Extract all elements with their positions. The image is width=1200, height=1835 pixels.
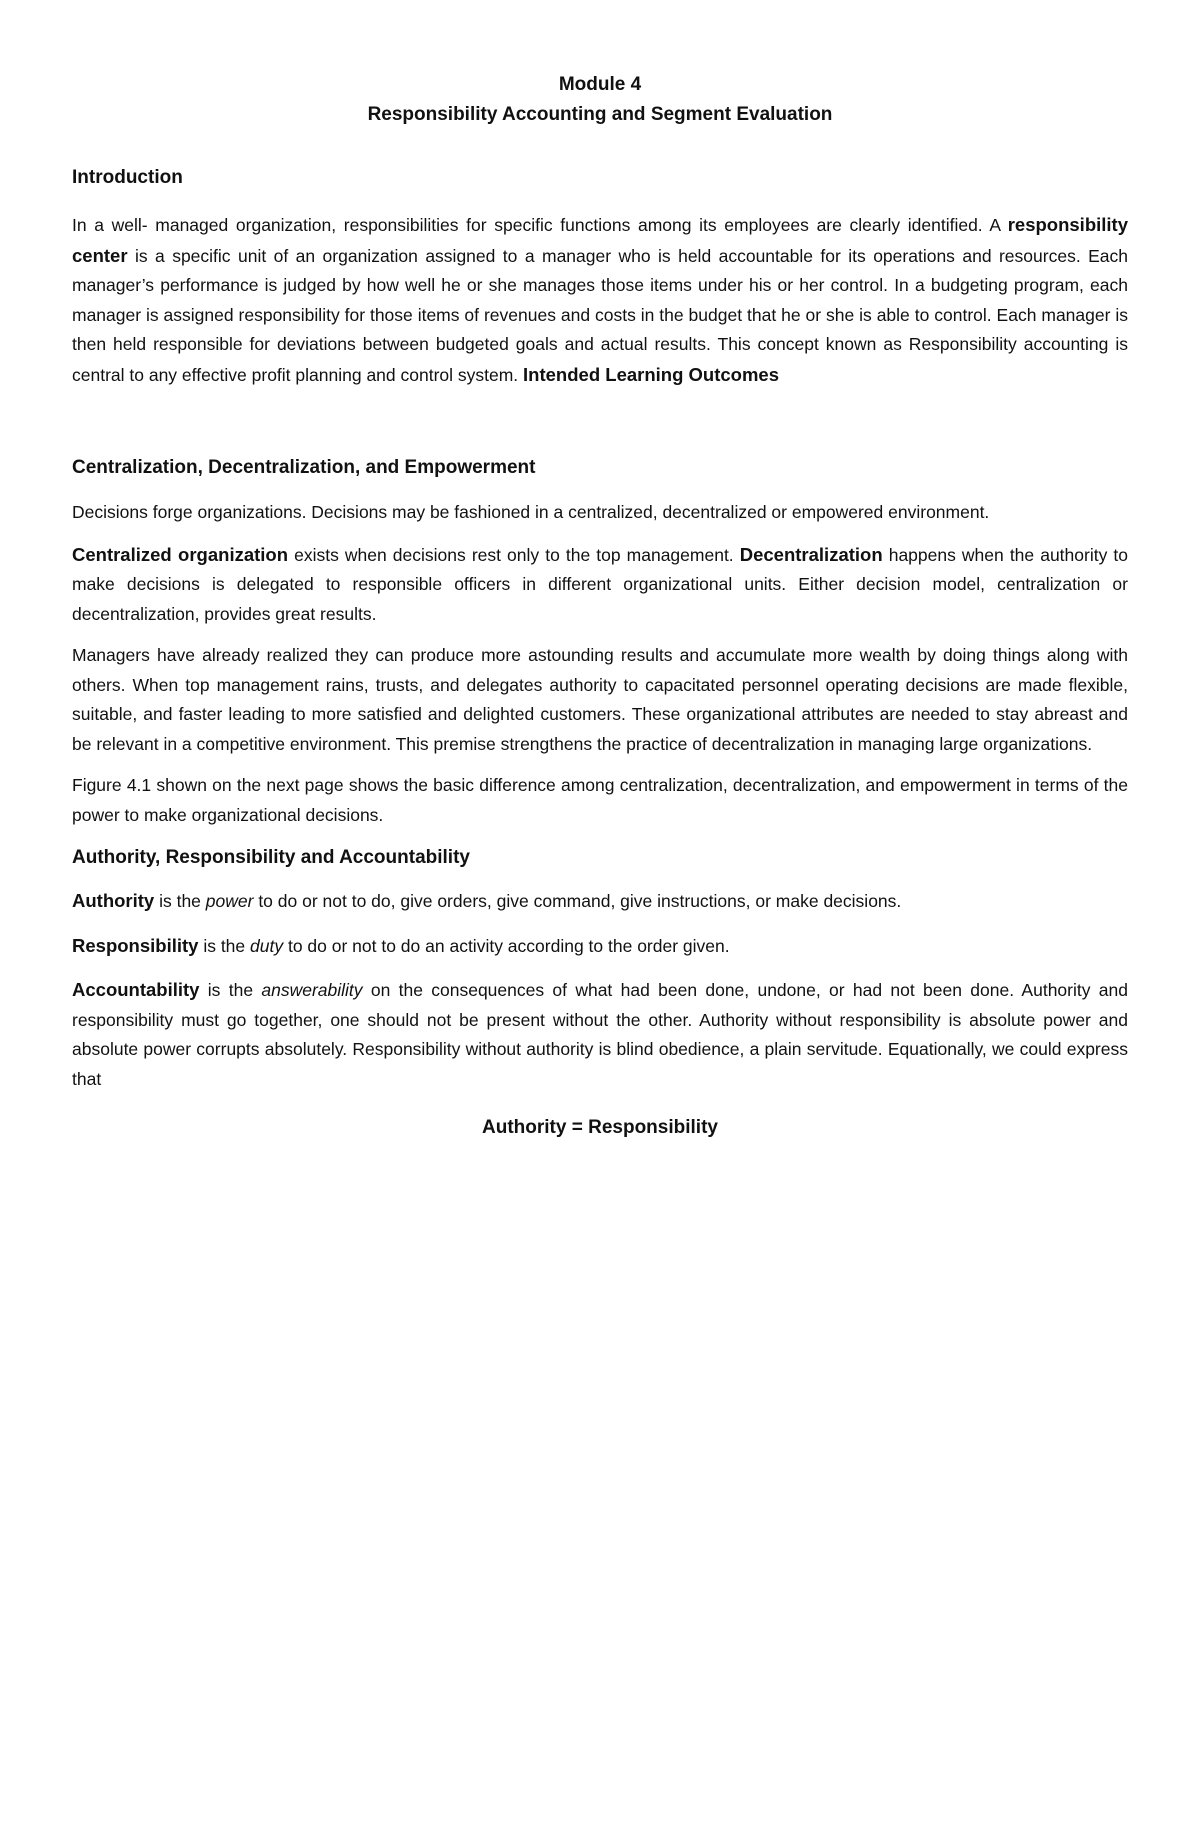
authority-heading: Authority, Responsibility and Accountability [72, 847, 470, 868]
centralized-paragraph: Centralized organization exists when decisions rest only to the top management. Decentralization happens when the authority to make decisions is delegated to responsible officers in different organizational units. Either decision model, centralization or decentralization, provides great results. [72, 543, 1128, 624]
introduction-heading: Introduction [72, 167, 183, 188]
centralization-heading: Centralization, Decentralization, and Empowerment [72, 457, 536, 478]
term-accountability: Accountability [72, 979, 200, 1000]
responsibility-definition: Responsibility is the duty to do or not to do an activity according to the order given. [72, 934, 730, 956]
intended-learning-outcomes-heading: Intended Learning Outcomes [523, 363, 779, 385]
document-header [72, 70, 1128, 130]
term-decentralization: Decentralization [739, 543, 883, 565]
managers-paragraph: Managers have already realized they can produce more astounding results and accumulate more wealth by doing things along with others. When top management rains, trusts, and delegates authority to capacitated personnel operating decisions are made flexible, suitable, and faster leading to more satisfied and delighted customers. These organizational attributes are needed to stay abreast and be relevant in a competitive environment. This premise strengthens the practice of decentralization in managing large organizations. [72, 645, 1128, 754]
authority-definition: Authority is the power to do or not to do, give orders, give command, give instructions, or make decisions. [72, 890, 902, 911]
term-responsibility: Responsibility [72, 934, 199, 956]
module-number: Module 4 [558, 74, 642, 95]
introduction-paragraph: In a well- managed organization, responsibilities for specific functions among its employees are clearly identified. A responsibility center is a specific unit of an organization assigned to a manager who is held accountable for its operations and resources. Each manager’s performance is judged by how well he or she manages those items under his or her control. In a budgeting program, each manager is assigned responsibility for those items of revenues and costs in the budget that he or she is able to control. Each manager is then held responsible for deviations between budgeted goals and actual results. This concept known as Responsibility accounting is central to any effective profit planning and control system. Intended Learning Outcomes [72, 214, 1128, 385]
term-centralized-organization: Centralized organization [72, 543, 289, 565]
decisions-paragraph: Decisions forge organizations. Decisions may be fashioned in a centralized, decentralized or empowered environment. [72, 502, 990, 522]
term-responsibility-center: responsibility center [72, 214, 1128, 266]
accountability-definition: Accountability is the answerability on the consequences of what had been done, undone, or had not been done. Authority and responsibility must go together, one should not be present without the other. Authority without responsibility is absolute power and absolute power corrupts absolutely. Responsibility without authority is blind obedience, a plain servitude. Equationally, we could express that [72, 979, 1128, 1089]
term-authority: Authority [72, 890, 155, 911]
authority-responsibility-equation: Authority = Responsibility [482, 1117, 718, 1138]
figure-reference-paragraph: Figure 4.1 shown on the next page shows the basic difference among centralization, decentralization, and empowerment in terms of the power to make organizational decisions. [72, 775, 1128, 825]
document-title: Responsibility Accounting and Segment Evaluation [367, 104, 833, 125]
